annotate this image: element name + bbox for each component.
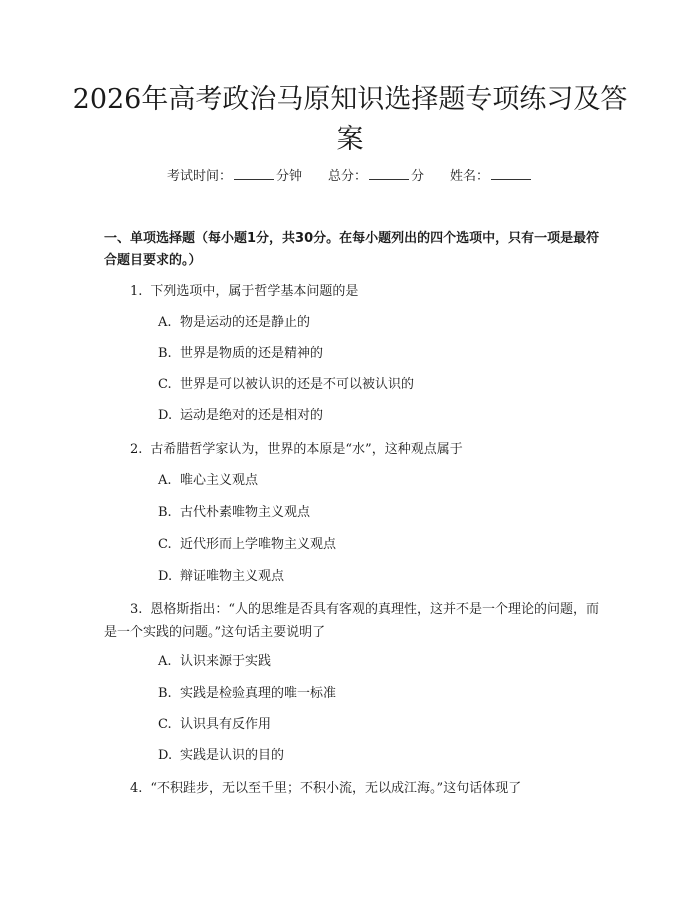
option-text: 认识具有反作用 bbox=[180, 717, 272, 732]
question-2 bbox=[130, 438, 610, 461]
question-text: “不积跬步，无以至千里；不积小流，无以成江海。”这句话体现了 bbox=[150, 781, 522, 796]
student-name-blank bbox=[491, 167, 531, 180]
question-3 bbox=[104, 598, 604, 644]
option-text: 世界是可以被认识的还是不可以被认识的 bbox=[180, 377, 415, 392]
question-2-option-d bbox=[158, 567, 284, 587]
option-letter: D. bbox=[158, 748, 173, 763]
option-text: 实践是检验真理的唯一标准 bbox=[180, 686, 337, 701]
option-text: 近代形而上学唯物主义观点 bbox=[180, 537, 337, 552]
question-1-option-a bbox=[158, 313, 310, 333]
option-text: 运动是绝对的还是相对的 bbox=[180, 408, 324, 423]
total-score-label: 总分： bbox=[327, 169, 367, 184]
question-3-option-a bbox=[158, 652, 271, 672]
exam-info-line bbox=[0, 167, 700, 187]
question-number: 1. bbox=[130, 284, 143, 299]
question-2-option-a bbox=[158, 471, 258, 491]
option-text: 认识来源于实践 bbox=[180, 654, 272, 669]
option-letter: B. bbox=[158, 346, 172, 361]
option-letter: C. bbox=[158, 717, 172, 732]
question-number: 4. bbox=[130, 781, 143, 796]
question-1-option-b bbox=[158, 344, 323, 364]
total-score-unit: 分 bbox=[411, 169, 425, 184]
question-3-option-b bbox=[158, 684, 336, 704]
question-2-option-c bbox=[158, 535, 336, 555]
option-letter: B. bbox=[158, 686, 172, 701]
option-letter: C. bbox=[158, 537, 172, 552]
total-score-blank bbox=[369, 167, 409, 180]
exam-time-blank bbox=[234, 167, 274, 180]
question-text: 古希腊哲学家认为，世界的本原是“水”，这种观点属于 bbox=[150, 442, 463, 457]
question-1-option-d bbox=[158, 406, 323, 426]
option-letter: D. bbox=[158, 408, 173, 423]
page-title: 2026年高考政治马原知识选择题专项练习及答案 bbox=[72, 84, 628, 155]
option-letter: A. bbox=[158, 473, 172, 488]
option-letter: A. bbox=[158, 654, 172, 669]
option-letter: C. bbox=[158, 377, 172, 392]
exam-time-label: 考试时间： bbox=[166, 169, 232, 184]
question-3-option-c bbox=[158, 715, 271, 735]
section-heading: 一、单项选择题（每小题1分，共30分。在每小题列出的四个选项中，只有一项是最符合题目要求的。） bbox=[104, 231, 600, 268]
question-number: 2. bbox=[130, 442, 143, 457]
option-text: 古代朴素唯物主义观点 bbox=[180, 505, 311, 520]
option-letter: A. bbox=[158, 315, 172, 330]
question-3-option-d bbox=[158, 746, 284, 766]
option-text: 物是运动的还是静止的 bbox=[180, 315, 311, 330]
exam-time-unit: 分钟 bbox=[275, 169, 302, 184]
option-letter: B. bbox=[158, 505, 172, 520]
question-1 bbox=[130, 280, 610, 303]
option-text: 辩证唯物主义观点 bbox=[180, 569, 285, 584]
question-1-option-c bbox=[158, 375, 414, 395]
option-text: 实践是认识的目的 bbox=[180, 748, 285, 763]
question-number: 3. bbox=[130, 602, 143, 617]
question-2-option-b bbox=[158, 503, 310, 523]
student-name-label: 姓名： bbox=[450, 169, 490, 184]
option-letter: D. bbox=[158, 569, 173, 584]
question-text: 下列选项中，属于哲学基本问题的是 bbox=[150, 284, 359, 299]
option-text: 世界是物质的还是精神的 bbox=[180, 346, 324, 361]
question-4 bbox=[130, 777, 610, 800]
question-text: 恩格斯指出：“人的思维是否具有客观的真理性，这并不是一个理论的问题，而是一个实践的问题。”这句话主要说明了 bbox=[104, 602, 600, 640]
option-text: 唯心主义观点 bbox=[180, 473, 259, 488]
